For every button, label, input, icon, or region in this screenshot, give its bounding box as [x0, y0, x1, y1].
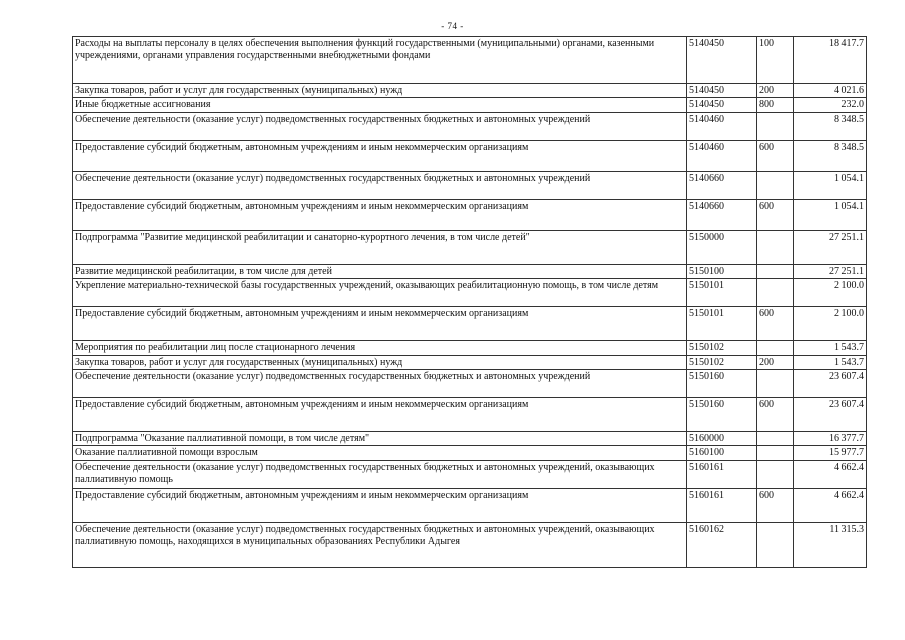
table-row [73, 307, 867, 341]
row-sum-cell: 1 054.1 [794, 199, 867, 230]
table-row [73, 446, 867, 460]
table-row [73, 171, 867, 199]
row-code-cell: 5140450 [687, 37, 757, 84]
row-code-cell: 5150101 [687, 307, 757, 341]
row-code-cell: 5140660 [687, 171, 757, 199]
row-expense-type-cell [757, 370, 794, 398]
row-sum-cell: 8 348.5 [794, 112, 867, 140]
row-sum-cell: 4 662.4 [794, 460, 867, 488]
table-row [73, 398, 867, 432]
row-expense-type-cell: 600 [757, 140, 794, 171]
table-row [73, 112, 867, 140]
row-sum-cell: 27 251.1 [794, 264, 867, 278]
row-expense-type-cell [757, 432, 794, 446]
row-name-cell: Подпрограмма "Развитие медицинской реабилитации и санаторно-курортного лечения, в том числе детей" [73, 230, 687, 264]
table-row [73, 488, 867, 522]
row-code-cell: 5150000 [687, 230, 757, 264]
row-code-cell: 5140460 [687, 140, 757, 171]
row-code-cell: 5160000 [687, 432, 757, 446]
row-sum-cell: 27 251.1 [794, 230, 867, 264]
table-row [73, 279, 867, 307]
row-sum-cell: 2 100.0 [794, 279, 867, 307]
row-expense-type-cell: 800 [757, 98, 794, 112]
table-row [73, 432, 867, 446]
table-row [73, 37, 867, 84]
page-number: - 74 - [441, 21, 464, 31]
row-sum-cell: 11 315.3 [794, 522, 867, 567]
row-code-cell: 5140460 [687, 112, 757, 140]
row-sum-cell: 4 021.6 [794, 84, 867, 98]
row-name-cell: Развитие медицинской реабилитации, в том числе для детей [73, 264, 687, 278]
row-code-cell: 5140450 [687, 98, 757, 112]
row-sum-cell: 15 977.7 [794, 446, 867, 460]
table-row [73, 460, 867, 488]
row-sum-cell: 1 543.7 [794, 341, 867, 355]
row-expense-type-cell: 600 [757, 398, 794, 432]
row-name-cell: Предоставление субсидий бюджетным, автономным учреждениям и иным некоммерческим организациям [73, 488, 687, 522]
row-name-cell: Закупка товаров, работ и услуг для государственных (муниципальных) нужд [73, 84, 687, 98]
row-sum-cell: 2 100.0 [794, 307, 867, 341]
table-row [73, 522, 867, 567]
table-row [73, 98, 867, 112]
row-sum-cell: 23 607.4 [794, 398, 867, 432]
row-sum-cell: 16 377.7 [794, 432, 867, 446]
row-code-cell: 5150102 [687, 341, 757, 355]
row-sum-cell: 8 348.5 [794, 140, 867, 171]
row-code-cell: 5160161 [687, 488, 757, 522]
row-name-cell: Иные бюджетные ассигнования [73, 98, 687, 112]
row-expense-type-cell: 600 [757, 488, 794, 522]
row-expense-type-cell [757, 460, 794, 488]
row-name-cell: Предоставление субсидий бюджетным, автономным учреждениям и иным некоммерческим организациям [73, 199, 687, 230]
table-row [73, 140, 867, 171]
row-name-cell: Оказание паллиативной помощи взрослым [73, 446, 687, 460]
row-expense-type-cell [757, 446, 794, 460]
row-name-cell: Обеспечение деятельности (оказание услуг) подведомственных государственных бюджетных и автономных учреждений, оказывающих паллиативную помощь, находящихся в муниципальных образованиях Республики Адыгея [73, 522, 687, 567]
row-expense-type-cell [757, 171, 794, 199]
table-row [73, 199, 867, 230]
table-row [73, 264, 867, 278]
row-sum-cell: 1 543.7 [794, 355, 867, 369]
row-expense-type-cell: 200 [757, 84, 794, 98]
row-code-cell: 5140450 [687, 84, 757, 98]
row-expense-type-cell [757, 522, 794, 567]
row-expense-type-cell: 200 [757, 355, 794, 369]
row-code-cell: 5150102 [687, 355, 757, 369]
row-name-cell: Обеспечение деятельности (оказание услуг) подведомственных государственных бюджетных и автономных учреждений [73, 171, 687, 199]
row-code-cell: 5160100 [687, 446, 757, 460]
row-name-cell: Укрепление материально-технической базы государственных учреждений, оказывающих реабилитационную помощь, в том числе детям [73, 279, 687, 307]
row-name-cell: Подпрограмма "Оказание паллиативной помощи, в том числе детям" [73, 432, 687, 446]
row-sum-cell: 1 054.1 [794, 171, 867, 199]
row-expense-type-cell [757, 112, 794, 140]
row-name-cell: Предоставление субсидий бюджетным, автономным учреждениям и иным некоммерческим организациям [73, 140, 687, 171]
row-code-cell: 5150100 [687, 264, 757, 278]
row-code-cell: 5160161 [687, 460, 757, 488]
row-expense-type-cell [757, 341, 794, 355]
row-expense-type-cell [757, 279, 794, 307]
row-expense-type-cell: 600 [757, 307, 794, 341]
row-sum-cell: 232.0 [794, 98, 867, 112]
row-name-cell: Обеспечение деятельности (оказание услуг) подведомственных государственных бюджетных и автономных учреждений [73, 370, 687, 398]
row-name-cell: Предоставление субсидий бюджетным, автономным учреждениям и иным некоммерческим организациям [73, 398, 687, 432]
row-code-cell: 5150160 [687, 370, 757, 398]
row-name-cell: Предоставление субсидий бюджетным, автономным учреждениям и иным некоммерческим организациям [73, 307, 687, 341]
budget-table [72, 36, 867, 568]
table-row [73, 355, 867, 369]
row-expense-type-cell [757, 230, 794, 264]
row-code-cell: 5150160 [687, 398, 757, 432]
row-expense-type-cell [757, 264, 794, 278]
table-row [73, 84, 867, 98]
row-code-cell: 5150101 [687, 279, 757, 307]
row-sum-cell: 18 417.7 [794, 37, 867, 84]
row-expense-type-cell: 100 [757, 37, 794, 84]
row-name-cell: Обеспечение деятельности (оказание услуг) подведомственных государственных бюджетных и автономных учреждений [73, 112, 687, 140]
table-row [73, 341, 867, 355]
row-code-cell: 5140660 [687, 199, 757, 230]
row-name-cell: Закупка товаров, работ и услуг для государственных (муниципальных) нужд [73, 355, 687, 369]
row-expense-type-cell: 600 [757, 199, 794, 230]
row-name-cell: Обеспечение деятельности (оказание услуг) подведомственных государственных бюджетных и автономных учреждений, оказывающих паллиативную помощь [73, 460, 687, 488]
row-name-cell: Расходы на выплаты персоналу в целях обеспечения выполнения функций государственными (муниципальными) органами, казенными учреждениями, органами управления государственными внебюджетными фондами [73, 37, 687, 84]
table-row [73, 370, 867, 398]
row-sum-cell: 23 607.4 [794, 370, 867, 398]
row-name-cell: Мероприятия по реабилитации лиц после стационарного лечения [73, 341, 687, 355]
row-sum-cell: 4 662.4 [794, 488, 867, 522]
row-code-cell: 5160162 [687, 522, 757, 567]
table-row [73, 230, 867, 264]
